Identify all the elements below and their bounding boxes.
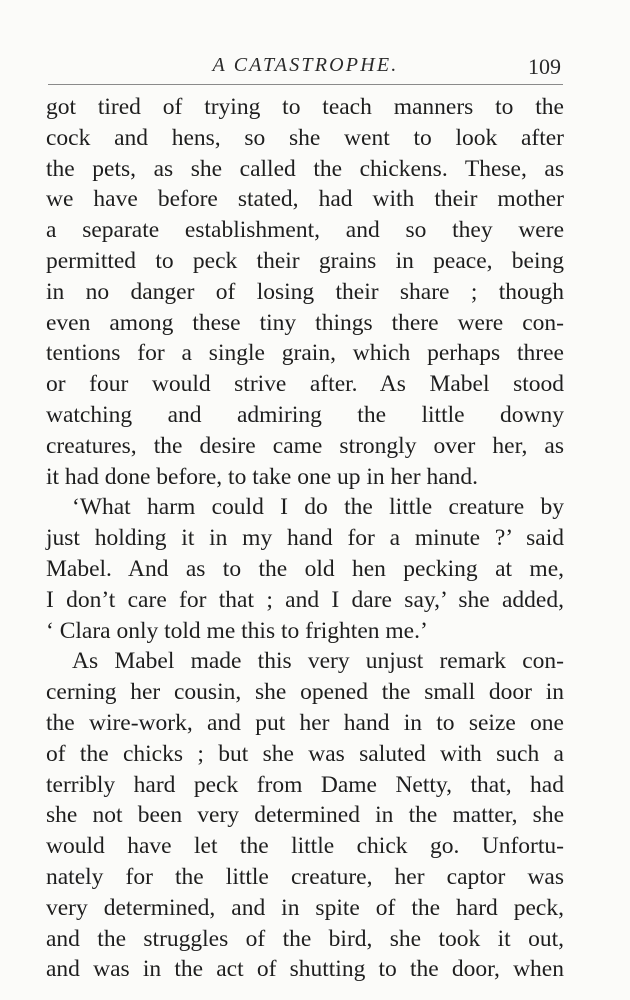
header-rule <box>48 84 563 85</box>
text-line: watching and admiring the little downy <box>46 401 564 428</box>
text-line: the wire-work, and put her hand in to seize one <box>46 709 564 736</box>
text-line: it had done before, to take one up in her hand. <box>46 463 478 490</box>
text-line: cock and hens, so she went to look after <box>46 124 564 151</box>
text-line: and was in the act of shutting to the door, when <box>46 956 564 983</box>
body-text <box>46 92 564 985</box>
text-line: just holding it in my hand for a minute ?’ said <box>46 525 564 552</box>
text-line: terribly hard peck from Dame Netty, that, had <box>46 771 564 798</box>
text-line: ‘What harm could I do the little creature by <box>72 494 564 521</box>
text-line: a separate establishment, and so they were <box>46 217 564 244</box>
text-line: she not been very determined in the matter, she <box>46 802 564 829</box>
page-number: 109 <box>528 54 561 79</box>
text-line: creatures, the desire came strongly over her, as <box>46 432 564 459</box>
text-line: tentions for a single grain, which perhaps three <box>46 340 564 367</box>
text-line: very determined, and in spite of the hard peck, <box>46 894 564 921</box>
text-line: we have before stated, had with their mother <box>46 186 564 213</box>
text-line: got tired of trying to teach manners to the <box>46 94 564 120</box>
text-line: would have let the little chick go. Unfortu- <box>46 833 564 860</box>
text-line: cerning her cousin, she opened the small door in <box>46 679 564 706</box>
text-line: ‘ Clara only told me this to frighten me.’ <box>46 617 428 644</box>
text-line: of the chicks ; but she was saluted with such a <box>46 740 564 767</box>
text-line: nately for the little creature, her captor was <box>46 863 564 890</box>
text-line: I don’t care for that ; and I dare say,’ she added, <box>46 586 564 613</box>
text-line: even among these tiny things there were con- <box>46 309 564 336</box>
text-line: permitted to peck their grains in peace, being <box>46 247 564 274</box>
text-line: and the struggles of the bird, she took it out, <box>46 925 564 952</box>
text-line: or four would strive after. As Mabel stood <box>46 371 564 398</box>
running-title: A CATASTROPHE. <box>212 54 399 76</box>
text-line: in no danger of losing their share ; though <box>46 278 564 305</box>
text-line: Mabel. And as to the old hen pecking at me, <box>46 555 564 582</box>
running-head <box>48 52 563 82</box>
text-line: the pets, as she called the chickens. These, as <box>46 155 564 182</box>
text-line: As Mabel made this very unjust remark con- <box>72 648 564 675</box>
